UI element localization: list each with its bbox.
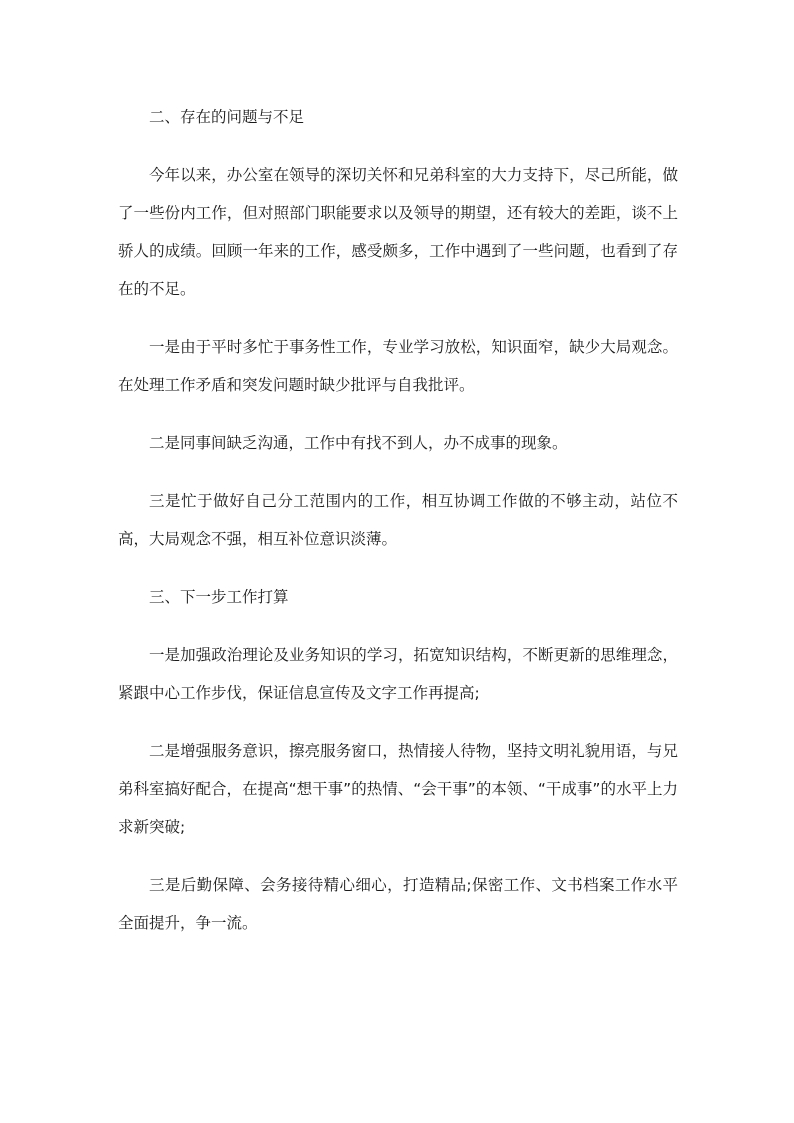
paragraph-overview: 今年以来，办公室在领导的深切关怀和兄弟科室的大力支持下，尽己所能，做了一些份内工作，但对照部门职能要求以及领导的期望，还有较大的差距，谈不上骄人的成绩。回顾一年来的工作，感受颇多，工作中遇到了一些问题，也看到了存在的不足。 [118,166,678,298]
section-heading-problems: 二、存在的问题与不足 [149,108,305,126]
paragraph-plan-1: 一是加强政治理论及业务知识的学习，拓宽知识结构，不断更新的思维理念，紧跟中心工作步伐，保证信息宣传及文字工作再提高; [118,646,678,702]
paragraph-plan-3: 三是后勤保障、会务接待精心细心，打造精品;保密工作、文书档案工作水平全面提升，争一流。 [118,876,678,932]
paragraph-problem-3: 三是忙于做好自己分工范围内的工作，相互协调工作做的不够主动，站位不高，大局观念不强，相互补位意识淡薄。 [118,492,678,548]
paragraph-problem-1: 一是由于平时多忙于事务性工作，专业学习放松，知识面窄，缺少大局观念。在处理工作矛盾和突发问题时缺少批评与自我批评。 [118,338,678,394]
section-heading-plans: 三、下一步工作打算 [149,588,289,606]
document-page [118,98,678,942]
paragraph-problem-2: 二是同事间缺乏沟通，工作中有找不到人，办不成事的现象。 [149,434,568,452]
paragraph-plan-2: 二是增强服务意识，擦亮服务窗口，热情接人待物，坚持文明礼貌用语，与兄弟科室搞好配合，在提高“想干事”的热情、“会干事”的本领、“干成事”的水平上力求新突破; [118,742,678,836]
